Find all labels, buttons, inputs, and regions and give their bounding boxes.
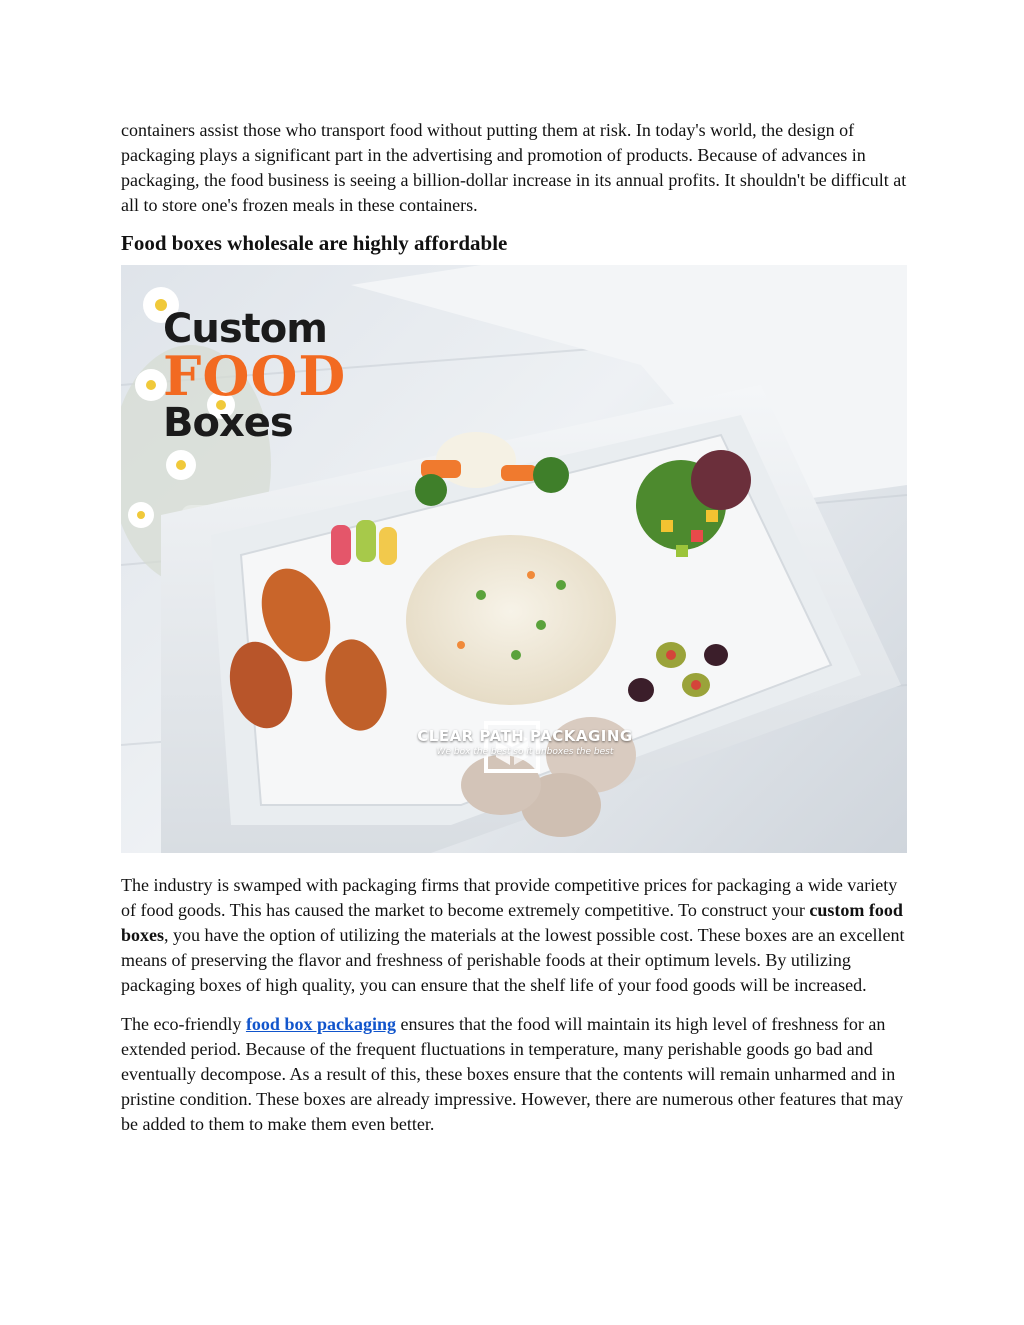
image-title-line-boxes: Boxes <box>163 400 293 446</box>
document-page <box>121 118 911 1137</box>
paragraph-affordable <box>121 873 911 998</box>
food-box-packaging-link[interactable]: food box packaging <box>245 1014 396 1034</box>
brand-logo <box>395 727 655 757</box>
brand-name: CLEAR PATH PACKAGING <box>417 727 633 745</box>
bold-phrase: custom food boxes <box>121 900 903 945</box>
image-title-line-food: FOOD <box>163 344 347 408</box>
paragraph-text: , you have the option of utilizing the materials at the lowest possible cost. These boxes are an excellent means of preserving the flavor and freshness of perishable foods at their optimum levels. By utilizing packaging boxes of high quality, you can ensure that the shelf life of your food goods will be increased. <box>121 925 905 995</box>
paragraph-text: ensures that the food will maintain its high level of freshness for an extended period. Because of the frequent fluctuations in temperature, many perishable goods go bad and eventually decompose. As a result of this, these boxes ensure that the contents will remain unharmed and in pristine condition. These boxes are already impressive. However, there are numerous other features that may be added to them to make them even better. <box>121 1014 904 1134</box>
intro-paragraph: containers assist those who transport food without putting them at risk. In today's world, the design of packaging plays a significant part in the advertising and promotion of products. Because of advances in packaging, the food business is seeing a billion-dollar increase in its annual profits. It shouldn't be difficult at all to store one's frozen meals in these containers. <box>121 120 907 215</box>
paragraph-text: The eco-friendly <box>121 1014 246 1034</box>
paragraph-eco-friendly <box>121 1012 911 1137</box>
image-title-overlay <box>163 306 347 446</box>
paragraph-text: The industry is swamped with packaging firms that provide competitive prices for packaging a wide variety of food goods. This has caused the market to become extremely competitive. To construct your <box>121 875 898 920</box>
food-box-image <box>121 265 907 853</box>
brand-tagline: We box the best so it unboxes the best <box>436 747 614 757</box>
section-heading: Food boxes wholesale are highly affordable <box>121 231 508 255</box>
image-title-line-custom: Custom <box>163 306 327 352</box>
rice-portion <box>406 535 616 705</box>
